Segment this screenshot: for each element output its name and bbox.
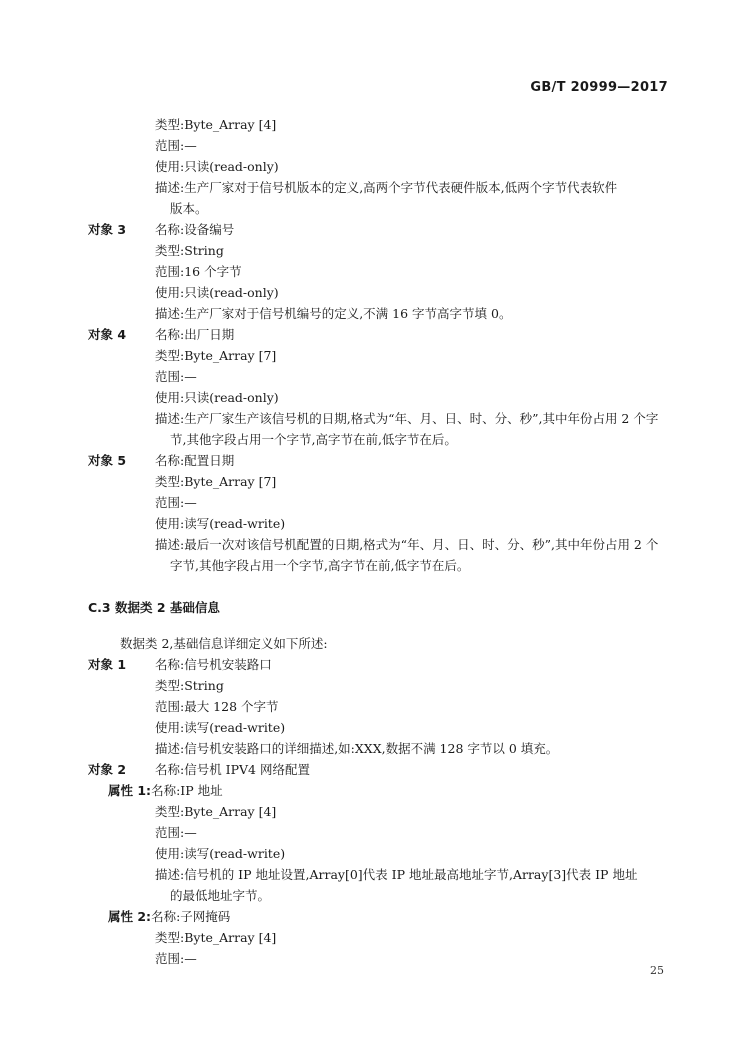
field-range: 范围:16 个字节 — [155, 264, 242, 279]
attribute-2-label: 属性 2: — [108, 909, 152, 924]
field-name: 名称:IP 地址 — [151, 783, 223, 798]
field-description-cont: 字节,其他字段占用一个字节,高字节在前,低字节在后。 — [170, 558, 470, 573]
field-range: 范围:— — [155, 369, 197, 384]
field-description-cont: 节,其他字段占用一个字节,高字节在前,低字节在后。 — [170, 432, 457, 447]
standard-code: GB/T 20999—2017 — [530, 80, 668, 95]
page-number: 25 — [650, 964, 664, 977]
field-name: 名称:信号机安装路口 — [155, 657, 272, 672]
section-heading: C.3 数据类 2 基础信息 — [88, 600, 220, 615]
field-range: 范围:— — [155, 825, 197, 840]
field-description-cont: 的最低地址字节。 — [170, 888, 271, 903]
field-name: 名称:信号机 IPV4 网络配置 — [155, 762, 310, 777]
object-1-label: 对象 1 — [88, 657, 127, 672]
field-description: 描述:生产厂家生产该信号机的日期,格式为“年、月、日、时、分、秒”,其中年份占用 2 个字 — [155, 411, 659, 426]
object-5-label: 对象 5 — [88, 453, 127, 468]
attribute-1 — [108, 780, 223, 801]
object-2-label: 对象 2 — [88, 762, 127, 777]
field-type: 类型:Byte_Array [7] — [155, 474, 277, 489]
field-description: 描述:信号机的 IP 地址设置,Array[0]代表 IP 地址最高地址字节,Array[3]代表 IP 地址 — [155, 867, 638, 882]
object-3-label: 对象 3 — [88, 222, 127, 237]
field-use: 使用:读写(read-write) — [155, 516, 286, 531]
field-description: 描述:生产厂家对于信号机编号的定义,不满 16 字节高字节填 0。 — [155, 306, 512, 321]
section-intro: 数据类 2,基础信息详细定义如下所述: — [120, 636, 328, 651]
field-range: 范围:— — [155, 951, 197, 966]
field-type: 类型:String — [155, 243, 224, 258]
field-use: 使用:读写(read-write) — [155, 846, 286, 861]
field-name: 名称:子网掩码 — [151, 909, 231, 924]
field-range: 范围:— — [155, 495, 197, 510]
field-name: 名称:出厂日期 — [155, 327, 235, 342]
field-description: 描述:生产厂家对于信号机版本的定义,高两个字节代表硬件版本,低两个字节代表软件 — [155, 180, 618, 195]
field-description-cont: 版本。 — [170, 201, 208, 216]
field-description: 描述:信号机安装路口的详细描述,如:XXX,数据不满 128 字节以 0 填充。 — [155, 741, 559, 756]
field-name: 名称:配置日期 — [155, 453, 235, 468]
object-4-label: 对象 4 — [88, 327, 127, 342]
field-range: 范围:最大 128 个字节 — [155, 699, 279, 714]
field-name: 名称:设备编号 — [155, 222, 235, 237]
field-type: 类型:String — [155, 678, 224, 693]
field-range: 范围:— — [155, 138, 197, 153]
field-type: 类型:Byte_Array [4] — [155, 804, 277, 819]
attribute-2 — [108, 906, 230, 927]
field-use: 使用:只读(read-only) — [155, 390, 279, 405]
attribute-1-label: 属性 1: — [108, 783, 152, 798]
field-description: 描述:最后一次对该信号机配置的日期,格式为“年、月、日、时、分、秒”,其中年份占用 2 个 — [155, 537, 659, 552]
field-use: 使用:只读(read-only) — [155, 285, 279, 300]
field-type: 类型:Byte_Array [7] — [155, 348, 277, 363]
field-type: 类型:Byte_Array [4] — [155, 117, 277, 132]
field-use: 使用:只读(read-only) — [155, 159, 279, 174]
field-type: 类型:Byte_Array [4] — [155, 930, 277, 945]
field-use: 使用:读写(read-write) — [155, 720, 286, 735]
